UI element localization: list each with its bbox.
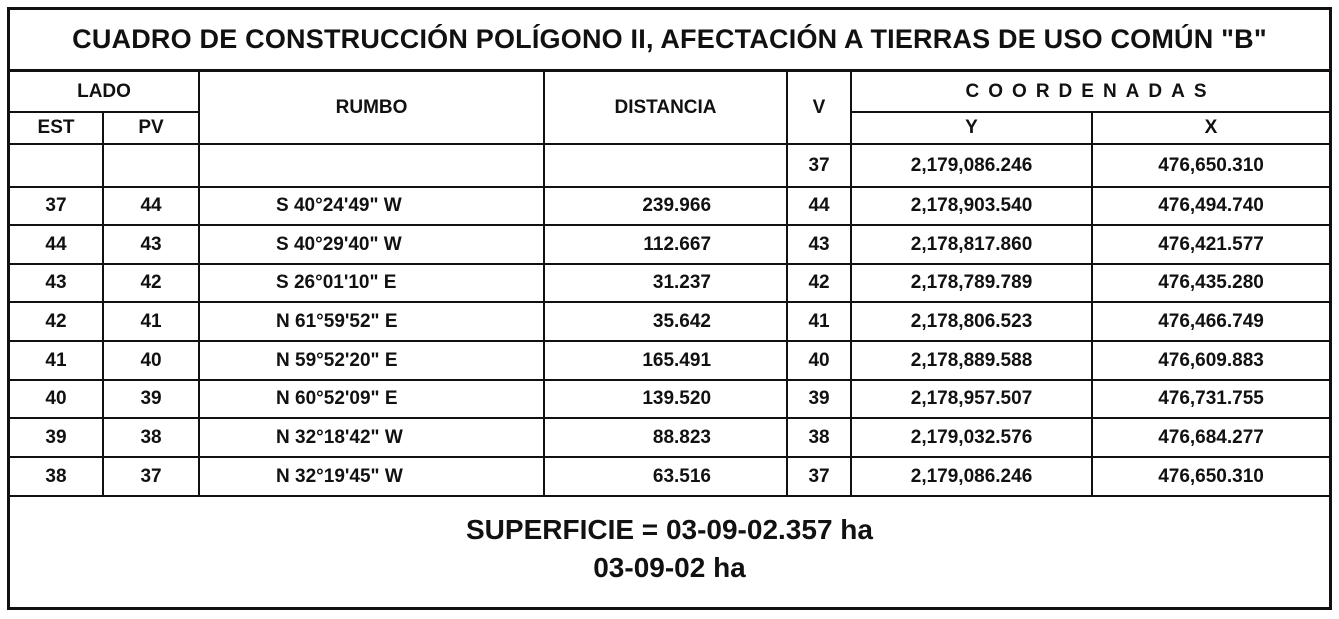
cell-y: 2,178,817.860: [851, 225, 1092, 264]
construction-table-frame: [7, 7, 1332, 610]
cell-v: 38: [787, 418, 851, 457]
cell-x: 476,609.883: [1092, 341, 1329, 380]
cell-x: 476,650.310: [1092, 457, 1329, 496]
cell-pv: 40: [103, 341, 199, 380]
cell-est: 42: [10, 302, 103, 341]
cell-x: 476,466.749: [1092, 302, 1329, 341]
construction-table: [10, 72, 1329, 497]
cell-distancia: 35.642: [544, 302, 787, 341]
cell-rumbo: S 40°24'49" W: [199, 187, 544, 225]
cell-rumbo: N 32°18'42" W: [199, 418, 544, 457]
cell-x: 476,650.310: [1092, 144, 1329, 187]
cell-x: 476,421.577: [1092, 225, 1329, 264]
cell-rumbo: N 59°52'20" E: [199, 341, 544, 380]
cell-distancia: 63.516: [544, 457, 787, 496]
cell-distancia: 112.667: [544, 225, 787, 264]
cell-distancia: [544, 144, 787, 187]
cell-distancia: 165.491: [544, 341, 787, 380]
cell-pv: 37: [103, 457, 199, 496]
cell-distancia: 31.237: [544, 264, 787, 302]
table-row: [10, 264, 1329, 302]
cell-x: 476,684.277: [1092, 418, 1329, 457]
cell-y: 2,178,903.540: [851, 187, 1092, 225]
superficie-line-2: 03-09-02 ha: [593, 551, 746, 583]
cell-v: 39: [787, 380, 851, 418]
cell-est: 43: [10, 264, 103, 302]
cell-y: 2,178,789.789: [851, 264, 1092, 302]
cell-est: 41: [10, 341, 103, 380]
cell-x: 476,731.755: [1092, 380, 1329, 418]
cell-rumbo: N 32°19'45" W: [199, 457, 544, 496]
cell-rumbo: N 61°59'52" E: [199, 302, 544, 341]
cell-v: 37: [787, 144, 851, 187]
header-y: Y: [851, 112, 1092, 144]
table-row: [10, 187, 1329, 225]
cell-x: 476,494.740: [1092, 187, 1329, 225]
cell-y: 2,178,889.588: [851, 341, 1092, 380]
cell-v: 42: [787, 264, 851, 302]
cell-rumbo: S 40°29'40" W: [199, 225, 544, 264]
cell-pv: 38: [103, 418, 199, 457]
cell-v: 43: [787, 225, 851, 264]
table-row: [10, 380, 1329, 418]
table-row: [10, 302, 1329, 341]
cell-rumbo: N 60°52'09" E: [199, 380, 544, 418]
cell-est: 39: [10, 418, 103, 457]
cell-rumbo: S 26°01'10" E: [199, 264, 544, 302]
cell-distancia: 139.520: [544, 380, 787, 418]
cell-rumbo: [199, 144, 544, 187]
cell-y: 2,179,032.576: [851, 418, 1092, 457]
table-row: [10, 225, 1329, 264]
cell-pv: 39: [103, 380, 199, 418]
cell-y: 2,178,957.507: [851, 380, 1092, 418]
cell-pv: 41: [103, 302, 199, 341]
header-distancia: DISTANCIA: [544, 72, 787, 144]
cell-y: 2,179,086.246: [851, 144, 1092, 187]
table-row: [10, 341, 1329, 380]
cell-pv: 43: [103, 225, 199, 264]
cell-y: 2,179,086.246: [851, 457, 1092, 496]
header-est: EST: [10, 112, 103, 144]
header-v: V: [787, 72, 851, 144]
cell-v: 37: [787, 457, 851, 496]
header-coordenadas: COORDENADAS: [851, 72, 1329, 112]
superficie-line-1: SUPERFICIE = 03-09-02.357 ha: [466, 513, 873, 545]
header-rumbo: RUMBO: [199, 72, 544, 144]
cell-est: [10, 144, 103, 187]
header-pv: PV: [103, 112, 199, 144]
cell-est: 40: [10, 380, 103, 418]
cell-pv: 42: [103, 264, 199, 302]
table-row: [10, 144, 1329, 187]
cell-v: 40: [787, 341, 851, 380]
cell-pv: [103, 144, 199, 187]
header-row-top: [10, 72, 1329, 112]
table-body: [10, 144, 1329, 496]
cell-est: 37: [10, 187, 103, 225]
cell-distancia: 239.966: [544, 187, 787, 225]
header-lado: LADO: [10, 72, 199, 112]
cell-pv: 44: [103, 187, 199, 225]
cell-y: 2,178,806.523: [851, 302, 1092, 341]
superficie-block: [10, 497, 1329, 600]
cell-distancia: 88.823: [544, 418, 787, 457]
cell-x: 476,435.280: [1092, 264, 1329, 302]
table-title: CUADRO DE CONSTRUCCIÓN POLÍGONO II, AFECTACIÓN A TIERRAS DE USO COMÚN "B": [10, 10, 1329, 72]
table-row: [10, 457, 1329, 496]
cell-v: 44: [787, 187, 851, 225]
header-x: X: [1092, 112, 1329, 144]
cell-v: 41: [787, 302, 851, 341]
cell-est: 38: [10, 457, 103, 496]
cell-est: 44: [10, 225, 103, 264]
table-row: [10, 418, 1329, 457]
